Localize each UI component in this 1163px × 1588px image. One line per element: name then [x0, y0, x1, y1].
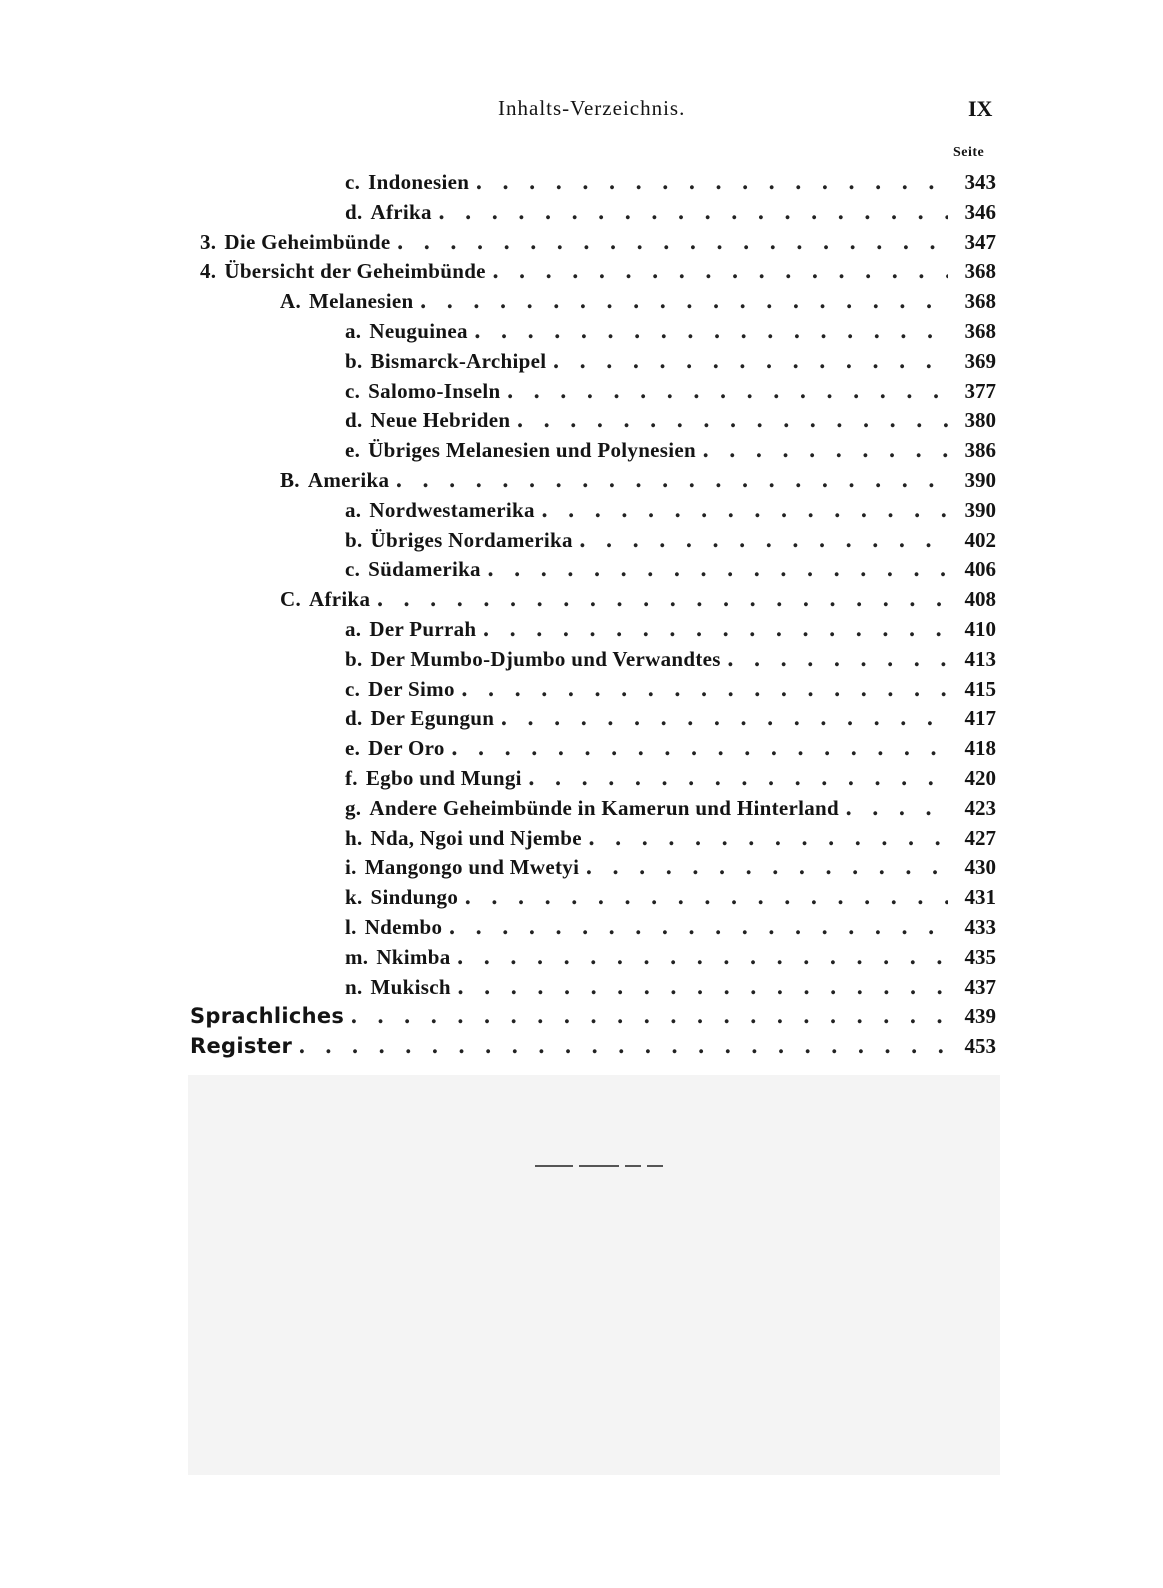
dot-leader [396, 227, 948, 257]
toc-entry[interactable] [200, 256, 996, 286]
toc-entry-label: Der Oro [368, 736, 445, 760]
toc-entry-title [200, 227, 390, 257]
toc-entry-marker: b. [345, 528, 363, 552]
toc-entry-title [345, 495, 535, 525]
toc-entry-title [345, 912, 442, 942]
toc-entry-page: 368 [964, 259, 996, 283]
toc-entry-marker: c. [345, 170, 361, 194]
toc-entry-label: Andere Geheimbünde in Kamerun und Hinterland [369, 796, 839, 820]
dot-leader [500, 703, 948, 733]
toc-entry[interactable] [345, 942, 996, 972]
toc-entry-page: 437 [964, 975, 996, 999]
toc-entry[interactable] [345, 525, 996, 555]
dot-leader [541, 495, 948, 525]
toc-entry-title [345, 405, 510, 435]
toc-entry[interactable] [345, 197, 996, 227]
toc-entry[interactable] [345, 674, 996, 704]
dot-leader [448, 912, 948, 942]
toc-entry[interactable] [345, 882, 996, 912]
toc-entry-label: Südamerika [368, 557, 481, 581]
toc-entry-page: 390 [964, 468, 996, 492]
dot-leader [376, 584, 948, 614]
toc-entry-title [345, 942, 451, 972]
toc-entry[interactable] [345, 167, 996, 197]
toc-entry[interactable] [345, 346, 996, 376]
toc-entry-label: Ndembo [364, 915, 443, 939]
toc-entry[interactable] [345, 733, 996, 763]
toc-entry-page: 433 [964, 915, 996, 939]
toc-entry-label: Melanesien [309, 289, 414, 313]
toc-entry-label: Mangongo und Mwetyi [364, 855, 580, 879]
toc-entry[interactable] [345, 972, 996, 1002]
dot-leader [457, 972, 948, 1002]
toc-entry-page: 423 [964, 796, 996, 820]
dot-leader [350, 1001, 948, 1031]
toc-entry-marker: i. [345, 855, 357, 879]
toc-entry-page: 408 [964, 587, 996, 611]
toc-entry[interactable] [345, 644, 996, 674]
toc-entry-marker: g. [345, 796, 362, 820]
toc-entry-page: 420 [964, 766, 996, 790]
dot-leader [845, 793, 948, 823]
toc-entry[interactable] [280, 286, 996, 316]
toc-entry-page: 430 [964, 855, 996, 879]
toc-entry-page: 368 [964, 319, 996, 343]
dot-leader [492, 256, 948, 286]
toc-entry-title [345, 376, 500, 406]
toc-entry-label: Salomo-Inseln [368, 379, 501, 403]
toc-entry-title [345, 703, 494, 733]
toc-entry-marker: B. [280, 468, 300, 492]
toc-entry[interactable] [345, 316, 996, 346]
toc-entry-title [345, 167, 469, 197]
toc-entry[interactable] [345, 376, 996, 406]
dot-leader [461, 674, 948, 704]
toc-entry-marker: d. [345, 408, 363, 432]
toc-entry-title [345, 882, 458, 912]
toc-entry[interactable] [200, 227, 996, 257]
dot-leader [702, 435, 948, 465]
dot-leader [474, 316, 948, 346]
toc-entry[interactable] [345, 495, 996, 525]
toc-entry-title [280, 584, 370, 614]
toc-entry-marker: m. [345, 945, 369, 969]
toc-entry-page: 343 [964, 170, 996, 194]
toc-entry-marker: c. [345, 677, 361, 701]
toc-entry-title [345, 733, 445, 763]
toc-entry-title [190, 1001, 344, 1031]
toc-entry-title [345, 763, 522, 793]
dot-leader [298, 1031, 948, 1061]
toc-entry-label: Afrika [370, 200, 432, 224]
toc-entry-marker: a. [345, 498, 362, 522]
toc-entry-label: Mukisch [370, 975, 451, 999]
dot-leader [395, 465, 948, 495]
dot-leader [451, 733, 948, 763]
toc-entry-marker: h. [345, 826, 363, 850]
toc-entry-title [345, 316, 468, 346]
toc-entry-page: 368 [964, 289, 996, 313]
toc-entry-marker: a. [345, 319, 362, 343]
toc-entry-marker: f. [345, 766, 358, 790]
dot-leader [482, 614, 948, 644]
toc-entry-label: Der Simo [368, 677, 455, 701]
toc-entry-page: 347 [964, 230, 996, 254]
toc-entry-label: Indonesien [368, 170, 470, 194]
toc-entry-marker: b. [345, 349, 363, 373]
toc-entry-marker: b. [345, 647, 363, 671]
toc-entry-label: Sprachliches [190, 1004, 345, 1028]
toc-entry-page: 453 [964, 1034, 996, 1058]
toc-entry-label: Register [190, 1034, 293, 1058]
dot-leader [487, 554, 948, 584]
toc-entry-title [200, 256, 486, 286]
toc-entry-page: 380 [964, 408, 996, 432]
dot-leader [528, 763, 948, 793]
toc-entry-marker: e. [345, 736, 361, 760]
toc-entry-label: Die Geheimbünde [224, 230, 391, 254]
toc-entry-title [345, 972, 451, 1002]
toc-entry[interactable] [345, 912, 996, 942]
toc-entry-page: 417 [964, 706, 996, 730]
toc-entry-title [345, 346, 546, 376]
page-number: IX [968, 96, 993, 121]
toc-entry-marker: 3. [200, 230, 217, 254]
dot-leader [457, 942, 949, 972]
toc-entry[interactable] [345, 435, 996, 465]
running-title: Inhalts-Verzeichnis. [498, 96, 686, 120]
toc-entry-page: 406 [964, 557, 996, 581]
toc-entry-label: Neuguinea [369, 319, 468, 343]
toc-entry-marker: d. [345, 706, 363, 730]
toc-entry-page: 369 [964, 349, 996, 373]
toc-entry-label: Nda, Ngoi und Njembe [370, 826, 582, 850]
toc-entry-title [345, 823, 582, 853]
dot-leader [552, 346, 948, 376]
toc-entry-page: 415 [964, 677, 996, 701]
toc-entry-page: 377 [964, 379, 996, 403]
closing-ornament [535, 1165, 675, 1168]
dot-leader [438, 197, 948, 227]
toc-entry[interactable] [190, 1031, 996, 1061]
toc-entry-title [280, 465, 389, 495]
dot-leader [475, 167, 948, 197]
toc-entry-title [345, 644, 721, 674]
dot-leader [420, 286, 949, 316]
toc-entry-marker: 4. [200, 259, 217, 283]
toc-entry-label: Übriges Nordamerika [370, 528, 573, 552]
toc-entry[interactable] [345, 554, 996, 584]
toc-entry[interactable] [345, 405, 996, 435]
page-column-label: Seite [953, 145, 985, 160]
toc-entry-title [280, 286, 414, 316]
toc-entry[interactable] [345, 852, 996, 882]
toc-entry-title [345, 197, 432, 227]
toc-entry-marker: C. [280, 587, 302, 611]
toc-entry[interactable] [345, 614, 996, 644]
toc-entry-page: 427 [964, 826, 996, 850]
toc-entry-page: 435 [964, 945, 996, 969]
toc-entry-label: Der Mumbo-Djumbo und Verwandtes [370, 647, 721, 671]
toc-entry-label: Egbo und Mungi [365, 766, 522, 790]
toc-entry-label: Der Egungun [370, 706, 495, 730]
toc-entry-title [345, 525, 573, 555]
toc-entry[interactable] [280, 465, 996, 495]
toc-entry-title [345, 852, 579, 882]
dot-leader [727, 644, 948, 674]
toc-entry-marker: e. [345, 438, 361, 462]
toc-entry-title [345, 435, 696, 465]
toc-entry-marker: d. [345, 200, 363, 224]
scan-background [188, 1075, 1000, 1475]
toc-entry-label: Nordwestamerika [369, 498, 535, 522]
toc-entry-title [190, 1031, 292, 1061]
toc-entry[interactable] [280, 584, 996, 614]
toc-entry-page: 431 [964, 885, 996, 909]
toc-entry-label: Übriges Melanesien und Polynesien [368, 438, 697, 462]
dot-leader [579, 525, 948, 555]
toc-entry[interactable] [345, 763, 996, 793]
toc-entry-page: 402 [964, 528, 996, 552]
toc-entry-marker: a. [345, 617, 362, 641]
dot-leader [464, 882, 948, 912]
toc-entry-page: 386 [964, 438, 996, 462]
toc-entry-label: Afrika [309, 587, 371, 611]
toc-entry-title [345, 793, 839, 823]
toc-entry-marker: k. [345, 885, 363, 909]
toc-entry-label: Amerika [307, 468, 390, 492]
dot-leader [588, 823, 948, 853]
toc-entry-page: 390 [964, 498, 996, 522]
toc-entry-page: 410 [964, 617, 996, 641]
toc-entry-page: 418 [964, 736, 996, 760]
toc-entry-label: Übersicht der Geheimbünde [224, 259, 486, 283]
toc-entry-label: Der Purrah [369, 617, 477, 641]
toc-entry-label: Neue Hebriden [370, 408, 511, 432]
toc-entry-label: Nkimba [376, 945, 451, 969]
toc-entry[interactable] [190, 1001, 996, 1031]
toc-entry-page: 413 [964, 647, 996, 671]
toc-entry[interactable] [345, 823, 996, 853]
dot-leader [506, 376, 948, 406]
toc-entry-marker: n. [345, 975, 363, 999]
dot-leader [585, 852, 948, 882]
dot-leader [516, 405, 948, 435]
toc-entry-marker: c. [345, 379, 361, 403]
toc-entry-title [345, 554, 481, 584]
toc-entry-page: 346 [964, 200, 996, 224]
toc-entry-label: Bismarck-Archipel [370, 349, 547, 373]
toc-entry-page: 439 [964, 1004, 996, 1028]
toc-entry[interactable] [345, 703, 996, 733]
toc-entry-label: Sindungo [370, 885, 459, 909]
toc-entry-marker: A. [280, 289, 302, 313]
toc-entry-marker: l. [345, 915, 357, 939]
toc-entry-marker: c. [345, 557, 361, 581]
toc-entry-title [345, 614, 476, 644]
toc-entry[interactable] [345, 793, 996, 823]
toc-entry-title [345, 674, 455, 704]
